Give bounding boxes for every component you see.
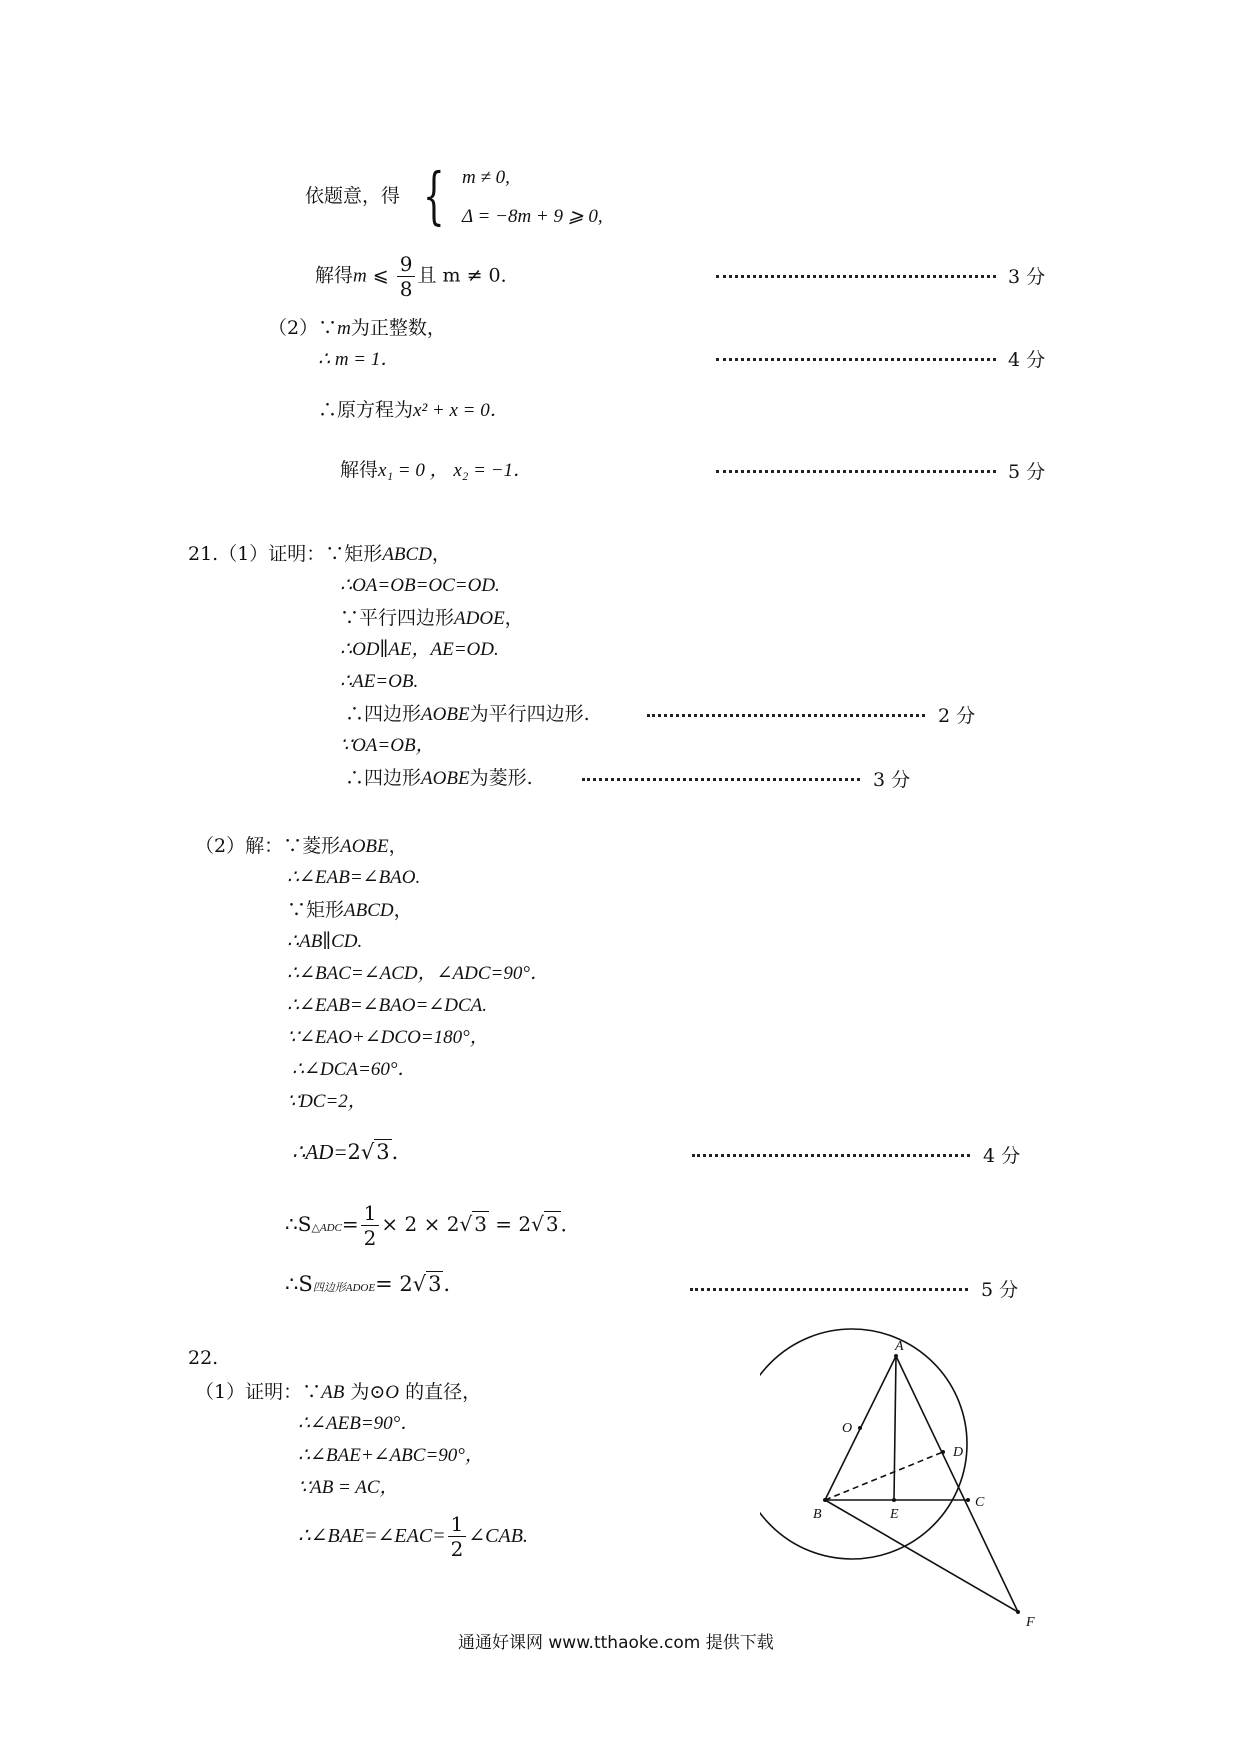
point-f-dot: [1016, 1610, 1020, 1614]
para-adoe: ADOE: [454, 608, 505, 629]
q22-line-3: ∴∠BAE+∠ABC=90°，: [298, 1445, 484, 1466]
fraction-numerator: 9: [397, 252, 416, 277]
line-prefix: ∴四边形: [345, 703, 422, 725]
label-e: E: [890, 1507, 899, 1522]
line-prefix: （1）证明：∵: [195, 1381, 322, 1403]
score-4: 4 分: [1008, 349, 1046, 371]
q21-p2-line-3: ∴AB∥CD.: [287, 931, 363, 952]
rect-abcd: ABCD: [344, 900, 394, 921]
var-m: m: [353, 265, 367, 287]
rect-abcd: ABCD: [382, 544, 432, 565]
coefficient: 2: [347, 1140, 361, 1164]
system-brace: {: [423, 159, 445, 232]
equals: =: [341, 1212, 359, 1236]
point-o-dot: [858, 1426, 862, 1430]
q21-area-quad: ∴S四边形ADOE= 2√3．: [285, 1272, 465, 1296]
solution-m-range: [315, 252, 520, 301]
score-leader-dots: [716, 470, 996, 473]
circle-o: O: [385, 1382, 400, 1403]
q21-p2-line-7: ∴∠DCA=60°．: [292, 1059, 417, 1080]
segment-bd-dashed: [825, 1452, 943, 1500]
condition-discriminant: Δ = −8m + 9 ⩾ 0,: [462, 206, 603, 227]
q22-line-1: [195, 1380, 481, 1405]
segment-ab: AB: [321, 1382, 345, 1403]
geometry-figure: [760, 1320, 1080, 1640]
q21-line-8: [345, 766, 533, 791]
label-c: C: [975, 1495, 985, 1510]
q21-part2-heading: [195, 834, 408, 859]
score-5: 5 分: [1008, 461, 1046, 483]
area-subscript: 四边形ADOE: [312, 1282, 376, 1294]
q21-line-4: ∴OD∥AE，AE=OD.: [340, 639, 499, 660]
point-d-dot: [941, 1450, 945, 1454]
part2-heading-text: （2）解：∵菱形: [195, 835, 341, 857]
roots-prefix: 解得: [340, 459, 379, 481]
q21-area-triangle: ∴S△ADC= $\frac{1}{2}$ × 2 × 2√ 3 = 2√ 3 ．: [285, 1201, 581, 1250]
fraction-denominator: 8: [399, 277, 413, 301]
area-symbol: ∴S: [285, 1212, 312, 1236]
quad-aobe: AOBE: [421, 768, 470, 789]
solution-prefix: 解得: [315, 264, 354, 287]
quad-aobe: AOBE: [421, 704, 470, 725]
equals-two: = 2: [488, 1212, 532, 1236]
score-3: 3 分: [873, 769, 911, 791]
equals-two: = 2: [375, 1272, 413, 1296]
fraction-half: [361, 1201, 380, 1250]
line-prefix: ∵平行四边形: [340, 607, 455, 629]
line-suffix: 为菱形.: [469, 767, 533, 789]
circle-symbol-text: 为⊙: [350, 1381, 386, 1403]
punct: ．: [391, 1140, 413, 1164]
segment-ae-line: [894, 1356, 896, 1500]
original-equation: [318, 398, 509, 423]
radicand: 3: [376, 1140, 390, 1164]
point-a-dot: [894, 1354, 898, 1358]
q21-p2-line-1: ∴∠EAB=∠BAO.: [287, 867, 421, 888]
roots-body: x₁ = 0 ， x₂ = −1．: [378, 460, 533, 481]
line-suffix: 的直径，: [405, 1381, 482, 1403]
label-o: O: [842, 1421, 853, 1436]
line-suffix: ∠CAB.: [468, 1525, 528, 1547]
product-terms: × 2 × 2: [381, 1212, 460, 1236]
q21-line-2: ∴OA=OB=OC=OD.: [340, 575, 500, 596]
q22-line-4: ∵AB = AC，: [298, 1477, 399, 1498]
le-sign: ⩽: [366, 264, 395, 287]
equation-body: x² + x = 0．: [413, 400, 509, 421]
m-equals-one: ∴ m = 1．: [318, 349, 400, 370]
part2-label: （2）∵: [268, 317, 338, 339]
label-b: B: [813, 1507, 822, 1522]
fraction-numerator: 1: [448, 1512, 467, 1537]
part2-heading: [268, 316, 446, 341]
radicand: 3: [474, 1212, 487, 1236]
rhombus-aobe: AOBE: [340, 836, 389, 857]
fraction-half: [448, 1512, 467, 1561]
line-prefix: ∴∠BAE=∠EAC=: [298, 1525, 446, 1547]
score-leader-dots: [716, 275, 996, 278]
part2-text: 为正整数，: [350, 317, 446, 339]
fraction-nine-eighths: [397, 252, 416, 301]
q21-p2-line-4: ∴∠BAC=∠ACD，∠ADC=90°．: [287, 963, 549, 984]
line-prefix: ∴四边形: [345, 767, 422, 789]
q21-line-5: ∴AE=OB.: [340, 671, 419, 692]
q22-line-5: [298, 1512, 528, 1561]
solution-suffix: 且 m ≠ 0．: [417, 264, 520, 287]
equation-prefix: ∴原方程为: [318, 399, 414, 421]
label-d: D: [953, 1445, 964, 1460]
fraction-denominator: 2: [363, 1226, 377, 1250]
q21-p2-line-2: [287, 898, 413, 923]
roots-line: [340, 458, 532, 483]
punct: ，: [431, 543, 451, 565]
point-c-dot: [966, 1498, 970, 1502]
label-f: F: [1026, 1615, 1035, 1630]
condition-intro: 依题意，得: [305, 185, 401, 207]
fraction-denominator: 2: [450, 1537, 464, 1561]
score-leader-dots: [582, 778, 860, 781]
var-m: m: [337, 318, 351, 339]
score-leader-dots: [690, 1288, 968, 1291]
q22-line-2: ∴∠AEB=90°．: [298, 1413, 420, 1434]
q21-line-7: ∵OA=OB，: [340, 735, 435, 756]
score-leader-dots: [692, 1154, 970, 1157]
q21-p2-line-8: ∵DC=2，: [287, 1091, 367, 1112]
line-suffix: 为平行四边形.: [469, 703, 590, 725]
q22-number: 22.: [188, 1347, 219, 1369]
q21-heading: [188, 542, 451, 567]
punct: ．: [560, 1212, 581, 1236]
radicand: 3: [428, 1272, 442, 1296]
circle-o-outline: [760, 1329, 967, 1559]
punct: ，: [388, 835, 408, 857]
radicand: 3: [545, 1212, 559, 1236]
score-leader-dots: [647, 714, 925, 717]
q21-line-3: [340, 606, 524, 631]
score-2: 2 分: [938, 705, 976, 727]
label-a: A: [895, 1339, 904, 1354]
punct: ，: [504, 607, 524, 629]
condition-m-nonzero: m ≠ 0,: [462, 167, 510, 188]
page-footer: 通通好课网 www.tthaoke.com 提供下载: [458, 1633, 774, 1653]
point-b-dot: [823, 1498, 827, 1502]
segment-bf-line: [825, 1500, 1018, 1612]
segment-ac-line: [896, 1356, 1018, 1612]
line-prefix: ∴AD=: [292, 1140, 348, 1164]
score-4: 4 分: [983, 1145, 1021, 1167]
area-symbol: ∴S: [285, 1272, 313, 1296]
score-5: 5 分: [981, 1279, 1019, 1301]
q21-p2-line-5: ∴∠EAB=∠BAO=∠DCA.: [287, 995, 487, 1016]
q21-ad-value: ∴AD=2√3．: [292, 1140, 413, 1164]
line-prefix: ∵矩形: [287, 899, 345, 921]
punct: ，: [393, 899, 413, 921]
q21-line-6: [345, 702, 590, 727]
area-subscript: △ADC: [311, 1222, 342, 1234]
score-3: 3 分: [1008, 266, 1046, 288]
score-leader-dots: [716, 358, 996, 361]
fraction-numerator: 1: [361, 1201, 380, 1226]
q21-heading-text: 21.（1）证明：∵矩形: [188, 543, 383, 565]
q21-p2-line-6: ∵∠EAO+∠DCO=180°，: [287, 1027, 489, 1048]
point-e-dot: [892, 1498, 896, 1502]
punct: ．: [443, 1272, 465, 1296]
